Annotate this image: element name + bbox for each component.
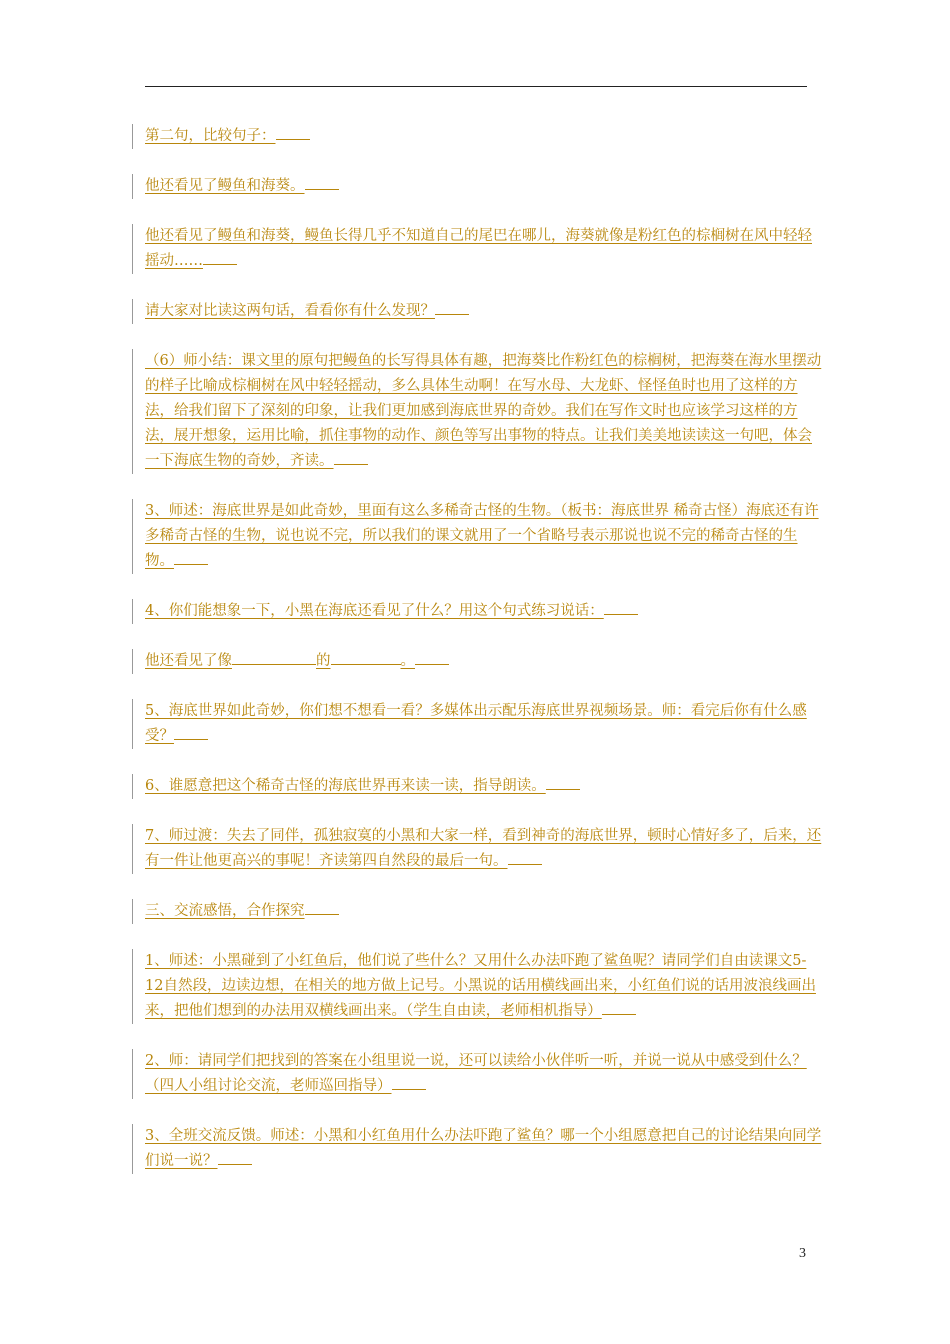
paragraph-text: 他还看见了鳗鱼和海葵。 bbox=[145, 178, 305, 194]
paragraph-text: 他还看见了鳗鱼和海葵，鳗鱼长得几乎不知道自己的尾巴在哪儿，海葵就像是粉红色的棕榈树在风中轻轻摇动…… bbox=[145, 228, 812, 269]
header-rule bbox=[145, 86, 807, 87]
paragraph-text: 7、师过渡：失去了同伴，孤独寂寞的小黑和大家一样，看到神奇的海底世界，顿时心情好多了，后来，还有一件让他更高兴的事呢！齐读第四自然段的最后一句。 bbox=[145, 828, 822, 869]
paragraph bbox=[132, 124, 822, 149]
paragraph-text: 3、全班交流反馈。师述：小黑和小红鱼用什么办法吓跑了鲨鱼？哪一个小组愿意把自己的讨论结果向同学们说一说？ bbox=[145, 1128, 822, 1169]
section-heading bbox=[132, 899, 822, 924]
paragraph bbox=[132, 774, 822, 799]
fill-in-middle: 的 bbox=[316, 653, 331, 669]
paragraph-text: 请大家对比读这两句话，看看你有什么发现？ bbox=[145, 303, 435, 319]
fill-in-blank bbox=[331, 663, 401, 665]
paragraph-text: 3、师述：海底世界是如此奇妙，里面有这么多稀奇古怪的生物。（板书：海底世界 稀奇古怪）海底还有许多稀奇古怪的生物，说也说不完，所以我们的课文就用了一个省略号表示那说也说不完的稀奇古怪的生物。 bbox=[145, 503, 819, 569]
paragraph-text: 4、你们能想象一下，小黑在海底还看见了什么？用这个句式练习说话： bbox=[145, 603, 604, 619]
paragraph bbox=[132, 299, 822, 324]
paragraph-text: 第二句，比较句子： bbox=[145, 128, 276, 144]
page-number: 3 bbox=[799, 1246, 806, 1261]
fill-in-prefix: 他还看见了像 bbox=[145, 653, 232, 669]
fill-in-blank bbox=[232, 663, 316, 665]
paragraph bbox=[132, 349, 822, 474]
fill-in-sentence bbox=[132, 649, 822, 674]
paragraph bbox=[132, 499, 822, 574]
paragraph bbox=[132, 1124, 822, 1174]
paragraph bbox=[132, 699, 822, 749]
paragraph-text: 5、海底世界如此奇妙，你们想不想看一看？多媒体出示配乐海底世界视频场景。师：看完后你有什么感受？ bbox=[145, 703, 807, 744]
paragraph-text: （6）师小结：课文里的原句把鳗鱼的长写得具体有趣，把海葵比作粉红色的棕榈树，把海葵在海水里摆动的样子比喻成棕榈树在风中轻轻摇动，多么具体生动啊！在写水母、大龙虾、怪怪鱼时也用了这样的方法，给我们留下了深刻的印象，让我们更加感到海底世界的奇妙。我们在写作文时也应该学习这样的方法，展开想象，运用比喻，抓住事物的动作、颜色等写出事物的特点。让我们美美地读读这一句吧，体会一下海底生物的奇妙，齐读。 bbox=[145, 353, 822, 469]
document-body bbox=[132, 124, 822, 1199]
paragraph-text: 1、师述：小黑碰到了小红鱼后，他们说了些什么？又用什么办法吓跑了鲨鱼呢？请同学们自由读课文5-12自然段，边读边想，在相关的地方做上记号。小黑说的话用横线画出来，小红鱼们说的话用波浪线画出来，把他们想到的办法用双横线画出来。（学生自由读，老师相机指导） bbox=[145, 953, 816, 1019]
paragraph-text: 2、师：请同学们把找到的答案在小组里说一说，还可以读给小伙伴听一听，并说一说从中感受到什么？（四人小组讨论交流，老师巡回指导） bbox=[145, 1053, 807, 1094]
paragraph bbox=[132, 949, 822, 1024]
paragraph-text: 三、交流感悟，合作探究 bbox=[145, 903, 305, 919]
paragraph bbox=[132, 224, 822, 274]
paragraph bbox=[132, 599, 822, 624]
paragraph-text: 6、谁愿意把这个稀奇古怪的海底世界再来读一读，指导朗读。 bbox=[145, 778, 546, 794]
paragraph bbox=[132, 824, 822, 874]
paragraph bbox=[132, 174, 822, 199]
fill-in-suffix: 。 bbox=[400, 653, 415, 669]
paragraph bbox=[132, 1049, 822, 1099]
